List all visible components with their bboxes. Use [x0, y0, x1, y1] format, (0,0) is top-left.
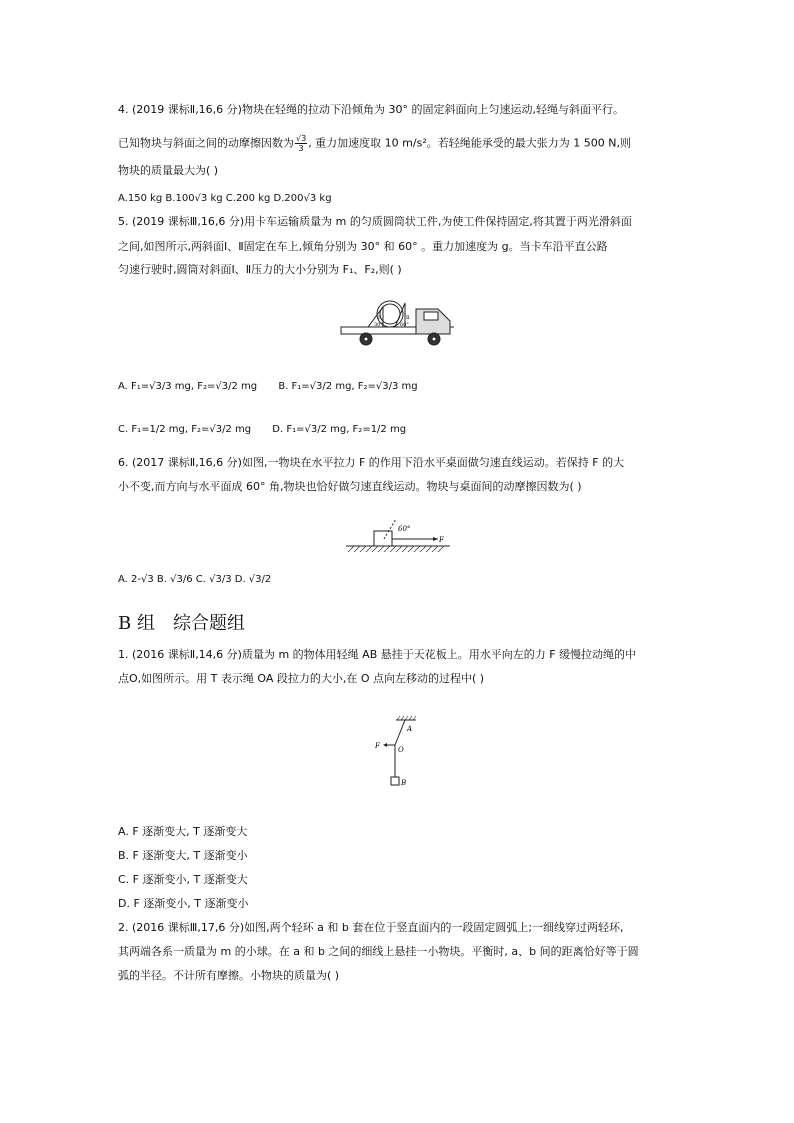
ceiling-hatch — [397, 716, 416, 720]
q6-options: A. 2-√3 B. √3/6 C. √3/3 D. √3/2 — [118, 574, 272, 585]
b2-line-1: 2. (2016 课标Ⅲ,17,6 分)如图,两个轻环 a 和 b 套在位于竖直面内的一段固定圆弧上;一细线穿过两轻环, — [118, 921, 624, 934]
q5-options-ab — [118, 381, 418, 392]
q4-mu-fraction — [295, 134, 307, 153]
q5-truck-figure — [338, 297, 458, 351]
q4-line-2b: , 重力加速度取 10 m/s²。若轻绳能承受的最大张力为 1 500 N,则 — [308, 136, 631, 150]
q4-mu-num: √3 — [296, 134, 307, 143]
b1-rope-figure — [372, 715, 422, 791]
b1-option-b: B. F 逐渐变大, T 逐渐变小 — [118, 849, 248, 862]
q6-fig-angle: 60° — [398, 525, 411, 533]
section-b-title: 综合题组 — [172, 613, 245, 634]
q4-line-1: 4. (2019 课标Ⅱ,16,6 分)物块在轻绳的拉动下沿倾角为 30° 的固定斜面向上匀速运动,轻绳与斜面平行。 — [118, 103, 624, 116]
b2-line-2: 其两端各系一质量为 m 的小球。在 a 和 b 之间的细线上悬挂一小物块。平衡时, a、b 间的距离恰好等于圆 — [118, 945, 639, 958]
block — [374, 531, 392, 546]
q5-option-d: D. F₁=√3/2 mg, F₂=1/2 mg — [272, 424, 407, 435]
b1-fig-B: B — [401, 779, 407, 787]
q5-line-2: 之间,如图所示,两斜面Ⅰ、Ⅱ固定在车上,倾角分别为 30° 和 60° 。重力加速度为 g。当卡车沿平直公路 — [118, 240, 608, 253]
q6-line-2: 小不变,而方向与水平面成 60° 角,物块也恰好做匀速直线运动。物块与桌面间的动摩擦因数为( ) — [118, 480, 582, 493]
mass-b — [391, 777, 399, 785]
q6-block-figure — [346, 517, 450, 555]
q5-option-a: A. F₁=√3/3 mg, F₂=√3/2 mg — [118, 381, 258, 392]
q5-fig-II: Ⅱ — [406, 315, 410, 321]
b1-fig-O: O — [398, 746, 404, 754]
q5-fig-I: Ⅰ — [378, 315, 380, 321]
b2-line-3: 弧的半径。不计所有摩擦。小物块的质量为( ) — [118, 969, 340, 982]
q4-mu-den: 3 — [298, 144, 304, 153]
b1-line-1: 1. (2016 课标Ⅱ,14,6 分)质量为 m 的物体用轻绳 AB 悬挂于天花板上。用水平向左的力 F 缓慢拉动绳的中 — [118, 648, 637, 661]
ground-hatch — [348, 546, 444, 552]
section-b-heading — [118, 609, 263, 635]
q5-options-cd — [118, 424, 406, 435]
b1-fig-F: F — [375, 742, 380, 750]
q4-line-3: 物块的质量最大为( ) — [118, 164, 219, 177]
b1-option-c: C. F 逐渐变小, T 逐渐变大 — [118, 873, 248, 886]
b1-option-a: A. F 逐渐变大, T 逐渐变大 — [118, 825, 248, 838]
q6-line-1: 6. (2017 课标Ⅱ,16,6 分)如图,一物块在水平拉力 F 的作用下沿水平桌面做匀速直线运动。若保持 F 的大 — [118, 456, 625, 469]
b1-option-d: D. F 逐渐变小, T 逐渐变小 — [118, 897, 249, 910]
q4-line-2 — [118, 134, 631, 153]
q5-fig-30: 30° — [374, 322, 383, 328]
q6-fig-F: F — [439, 536, 444, 544]
q5-fig-60: 60° — [400, 322, 409, 328]
q5-option-c: C. F₁=1/2 mg, F₂=√3/2 mg — [118, 424, 252, 435]
q5-option-b: B. F₁=√3/2 mg, F₂=√3/3 mg — [278, 381, 418, 392]
rope-oa — [395, 720, 405, 745]
truck-wheels — [360, 333, 440, 345]
b1-fig-A: A — [407, 725, 413, 733]
b1-line-2: 点O,如图所示。用 T 表示绳 OA 段拉力的大小,在 O 点向左移动的过程中( ) — [118, 672, 485, 685]
section-b-label: B 组 — [118, 613, 155, 634]
q5-line-1: 5. (2019 课标Ⅲ,16,6 分)用卡车运输质量为 m 的匀质圆筒状工件,为使工件保持固定,将其置于两光滑斜面 — [118, 215, 632, 228]
q4-line-2a: 已知物块与斜面之间的动摩擦因数为 — [118, 136, 294, 150]
q4-options: A.150 kg B.100√3 kg C.200 kg D.200√3 kg — [118, 193, 332, 204]
q5-line-3: 匀速行驶时,圆筒对斜面Ⅰ、Ⅱ压力的大小分别为 F₁、F₂,则( ) — [118, 263, 402, 276]
